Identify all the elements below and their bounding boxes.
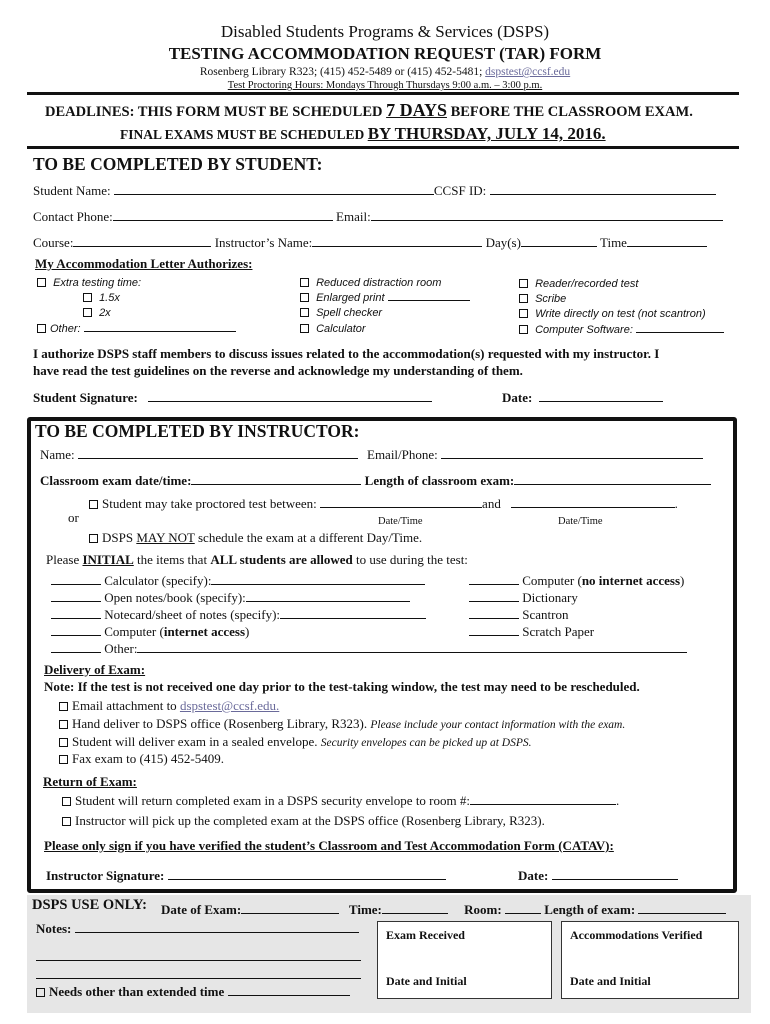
notecard-specify-field[interactable]	[280, 618, 426, 619]
instructor-date-label: Date:	[518, 868, 549, 883]
room-field[interactable]	[505, 913, 541, 914]
computer-label: Computer (	[104, 624, 164, 639]
student-return-option[interactable]: Student will return completed exam in a DSPS security envelope to room #: .	[62, 793, 619, 809]
checkbox-icon[interactable]	[300, 308, 309, 317]
extra-time-label: Extra testing time:	[53, 277, 142, 289]
email-attach-label: Email attachment to	[72, 698, 177, 713]
instructor-pickup-label: Instructor will pick up the completed exam at the DSPS office (Rosenberg Library, R323).	[75, 813, 545, 828]
dictionary-label: Dictionary	[522, 590, 578, 605]
may-not-option[interactable]	[89, 530, 422, 546]
deadline-line2	[120, 124, 606, 144]
date-of-exam-field[interactable]	[241, 913, 339, 914]
checkbox-icon[interactable]	[62, 797, 71, 806]
student-date-field[interactable]	[539, 401, 663, 402]
notecard-item	[51, 607, 426, 623]
length-of-exam-field[interactable]	[638, 913, 726, 914]
initial-bold: ALL students are allowed	[210, 552, 353, 567]
computer-software-label: Computer Software:	[535, 324, 633, 336]
initial-word: INITIAL	[82, 552, 134, 567]
initial-suffix: to use during the test:	[355, 552, 468, 567]
computer-internet-item	[51, 624, 249, 640]
enlarged-print-option[interactable]	[300, 292, 470, 304]
student-deliver-note: Security envelopes can be picked up at DSPS.	[320, 737, 532, 749]
student-deliver-option[interactable]	[59, 734, 532, 750]
open-notes-initial-field[interactable]	[51, 601, 101, 602]
contact-prefix: Rosenberg Library R323; (415) 452-5489 or (415) 452-5481;	[199, 66, 483, 78]
checkbox-icon[interactable]	[59, 755, 68, 764]
exam-length-field[interactable]	[514, 484, 711, 485]
email-phone-field[interactable]	[441, 458, 703, 459]
notecard-initial-field[interactable]	[51, 618, 101, 619]
dictionary-item	[469, 590, 578, 606]
time-field[interactable]	[627, 246, 707, 247]
email-phone-label: Email/Phone:	[367, 447, 438, 462]
extra-time-option[interactable]	[37, 277, 141, 289]
accommodations-verified-label: Accommodations Verified	[570, 928, 703, 942]
deadline-line1	[45, 100, 693, 121]
calculator-initial-field[interactable]	[51, 584, 101, 585]
checkbox-icon[interactable]	[300, 324, 309, 333]
reader-label: Reader/recorded test	[535, 278, 639, 290]
dsps-email-link[interactable]: dspstest@ccsf.edu.	[179, 698, 280, 713]
student-signature-field[interactable]	[148, 401, 432, 402]
calculator-label: Calculator	[316, 323, 366, 335]
delivery-note: Note: If the test is not received one day prior to the test-taking window, the test may need to be rescheduled.	[44, 679, 640, 694]
date-of-exam-label: Date of Exam:	[161, 902, 242, 917]
authorizes-heading: My Accommodation Letter Authorizes:	[35, 256, 253, 271]
exam-length-label: Length of classroom exam:	[364, 473, 515, 488]
student-section-heading: TO BE COMPLETED BY STUDENT:	[33, 154, 323, 174]
proctoring-hours: Test Proctoring Hours: Mondays Through Thursdays 9:00 a.m. – 3:00 p.m.	[227, 80, 543, 91]
dictionary-initial-field[interactable]	[469, 601, 519, 602]
notes-label: Notes:	[36, 921, 72, 936]
checkbox-icon[interactable]	[519, 294, 528, 303]
exam-datetime-row	[40, 473, 711, 489]
room-label: Room:	[464, 902, 502, 917]
may-not-text: MAY NOT	[136, 530, 195, 545]
contact-row	[33, 209, 723, 225]
deadline-days: 7 DAYS	[386, 100, 447, 120]
instructor-signature-label: Instructor Signature:	[46, 868, 165, 883]
checkbox-icon[interactable]	[62, 817, 71, 826]
authorize-text-2: have read the test guidelines on the reverse and acknowledge my understanding of them.	[33, 363, 523, 378]
computer-right-close: )	[680, 573, 685, 588]
enlarged-print-label: Enlarged print	[316, 292, 385, 304]
computer-software-option[interactable]	[519, 324, 724, 336]
checkbox-icon[interactable]	[59, 702, 68, 711]
delivery-heading: Delivery of Exam:	[44, 662, 146, 677]
reduced-distraction-option[interactable]	[300, 277, 441, 289]
return-heading: Return of Exam:	[43, 774, 137, 789]
computer-no-internet-item	[469, 573, 684, 589]
instructor-name-field[interactable]	[312, 246, 482, 247]
instructor-name-label: Instructor’s Name:	[214, 235, 313, 250]
instructor-signature-row	[46, 868, 446, 884]
computer-no-internet-initial-field[interactable]	[469, 584, 519, 585]
open-notes-label: Open notes/book (specify):	[104, 590, 246, 605]
open-notes-item	[51, 590, 410, 606]
datetime-caption-2: Date/Time	[558, 516, 603, 527]
fax-label: Fax exam to (415) 452-5409.	[72, 751, 225, 766]
student-date-row	[502, 390, 663, 406]
checkbox-icon[interactable]	[519, 279, 528, 288]
checkbox-icon[interactable]	[37, 278, 46, 287]
time-1-5x-label: 1.5x	[99, 292, 120, 304]
divider	[27, 92, 739, 95]
scantron-label: Scantron	[522, 607, 569, 622]
student-name-field[interactable]	[114, 194, 434, 195]
course-row	[33, 235, 707, 251]
authorize-text-1: I authorize DSPS staff members to discuss issues related to the accommodation(s) requested with my instructor. I	[33, 346, 660, 361]
scribe-label: Scribe	[535, 293, 567, 305]
may-not-prefix: DSPS	[102, 530, 134, 545]
checkbox-icon[interactable]	[89, 500, 98, 509]
instructor-date-row	[518, 868, 678, 884]
student-name-row	[33, 183, 716, 199]
checkbox-icon[interactable]	[83, 308, 92, 317]
open-notes-specify-field[interactable]	[246, 601, 410, 602]
form-org-title: Disabled Students Programs & Services (DSPS)	[220, 22, 550, 41]
no-internet-label: no internet access	[581, 573, 681, 588]
or-label: or	[68, 510, 79, 525]
days-field[interactable]	[521, 246, 597, 247]
scratch-paper-item	[469, 624, 594, 640]
write-directly-option[interactable]	[519, 308, 706, 320]
scantron-item	[469, 607, 568, 623]
date-initial-label-1: Date and Initial	[386, 974, 467, 988]
hand-deliver-option[interactable]	[59, 716, 625, 732]
exam-datetime-field[interactable]	[191, 484, 361, 485]
calculator-option[interactable]	[300, 323, 366, 335]
scratch-paper-initial-field[interactable]	[469, 635, 519, 636]
deadline-prefix: DEADLINES: THIS FORM MUST BE SCHEDULED	[45, 104, 383, 120]
dsps-exam-row	[161, 902, 726, 918]
dsps-heading: DSPS USE ONLY:	[32, 897, 147, 913]
contact-email-link[interactable]: dspstest@ccsf.edu	[485, 66, 571, 78]
email-attachment-option[interactable]	[59, 698, 279, 714]
needs-other-option[interactable]	[36, 984, 350, 1000]
student-date-label: Date:	[502, 390, 533, 405]
course-field[interactable]	[73, 246, 211, 247]
instructor-section-heading: TO BE COMPLETED BY INSTRUCTOR:	[35, 421, 360, 441]
student-return-label: Student will return completed exam in a DSPS security envelope to room #:	[75, 793, 470, 808]
instructor-date-field[interactable]	[552, 879, 678, 880]
instructor-name-field[interactable]	[78, 458, 358, 459]
internet-access-label: internet access	[163, 624, 246, 639]
reader-option[interactable]	[519, 278, 638, 290]
initial-middle: the items that	[137, 552, 208, 567]
time-label: Time	[599, 235, 627, 250]
student-signature-label: Student Signature:	[33, 390, 138, 405]
scratch-paper-label: Scratch Paper	[522, 624, 595, 639]
time-1-5x-option[interactable]	[83, 292, 120, 304]
other-item	[51, 641, 687, 657]
exam-received-label: Exam Received	[386, 928, 465, 942]
calculator-item	[51, 573, 425, 589]
enlarged-print-field[interactable]	[388, 300, 470, 301]
final-exams-date: BY THURSDAY, JULY 14, 2016.	[367, 124, 606, 143]
dsps-time-field[interactable]	[382, 913, 448, 914]
notes-field-3[interactable]	[36, 978, 361, 979]
other-option[interactable]	[37, 323, 236, 335]
verify-note: Please only sign if you have verified the student’s Classroom and Test Accommodation Form (CATAV):	[44, 838, 614, 853]
notes-row	[36, 921, 359, 937]
student-name-label: Student Name:	[33, 183, 111, 198]
contact-phone-label: Contact Phone:	[33, 209, 113, 224]
ccsf-id-field[interactable]	[490, 194, 716, 195]
instructor-email-row	[367, 447, 703, 463]
proctored-end-field[interactable]	[511, 507, 675, 508]
fax-option[interactable]	[59, 751, 224, 767]
checkbox-icon[interactable]	[59, 720, 68, 729]
needs-other-field[interactable]	[228, 995, 350, 996]
final-exams-prefix: FINAL EXAMS MUST BE SCHEDULED	[120, 127, 365, 142]
date-initial-label-2: Date and Initial	[570, 974, 651, 988]
dsps-time-label: Time:	[348, 902, 382, 917]
computer-right-label: Computer (	[522, 573, 582, 588]
email-label: Email:	[336, 209, 371, 224]
reduced-distraction-label: Reduced distraction room	[316, 277, 442, 289]
contact-info	[0, 66, 770, 78]
needs-other-label: Needs other than extended time	[49, 984, 225, 999]
contact-phone-field[interactable]	[113, 220, 333, 221]
other-initial-field[interactable]	[51, 652, 101, 653]
notecard-label: Notecard/sheet of notes (specify):	[104, 607, 281, 622]
student-deliver-label: Student will deliver exam in a sealed envelope.	[72, 734, 318, 749]
checkbox-icon[interactable]	[519, 309, 528, 318]
other-field[interactable]	[84, 331, 236, 332]
spell-checker-label: Spell checker	[316, 307, 383, 319]
initial-prefix: Please	[46, 552, 80, 567]
deadline-suffix: BEFORE THE CLASSROOM EXAM.	[450, 104, 693, 120]
time-2x-option[interactable]	[83, 307, 111, 319]
and-label: and	[482, 496, 501, 511]
notes-field-2[interactable]	[36, 960, 361, 961]
email-field[interactable]	[371, 220, 723, 221]
ccsf-id-label: CCSF ID:	[433, 183, 487, 198]
length-of-exam-label: Length of exam:	[544, 902, 636, 917]
calculator-specify-field[interactable]	[211, 584, 425, 585]
checkbox-icon[interactable]	[37, 324, 46, 333]
scribe-option[interactable]	[519, 293, 566, 305]
checkbox-icon[interactable]	[59, 738, 68, 747]
proctored-start-field[interactable]	[320, 507, 482, 508]
divider	[27, 146, 739, 149]
datetime-caption-1: Date/Time	[378, 516, 423, 527]
checkbox-icon[interactable]	[89, 534, 98, 543]
hand-deliver-label: Hand deliver to DSPS office (Rosenberg Library, R323).	[72, 716, 368, 731]
checkbox-icon[interactable]	[36, 988, 45, 997]
initial-instructions	[46, 552, 468, 568]
write-directly-label: Write directly on test (not scantron)	[535, 308, 706, 320]
checkbox-icon[interactable]	[300, 278, 309, 287]
exam-datetime-label: Classroom exam date/time:	[40, 473, 192, 488]
notes-field-1[interactable]	[75, 932, 359, 933]
instructor-pickup-option[interactable]	[62, 813, 545, 829]
instructor-signature-field[interactable]	[168, 879, 446, 880]
checkbox-icon[interactable]	[519, 325, 528, 334]
course-label: Course:	[33, 235, 74, 250]
other-specify-field[interactable]	[137, 652, 687, 653]
time-2x-label: 2x	[99, 307, 111, 319]
computer-internet-initial-field[interactable]	[51, 635, 101, 636]
days-label: Day(s)	[485, 235, 521, 250]
room-number-field[interactable]	[470, 804, 616, 805]
student-signature-row	[33, 390, 432, 406]
form-title: TESTING ACCOMMODATION REQUEST (TAR) FORM	[168, 44, 602, 63]
calculator-item-label: Calculator (specify):	[104, 573, 212, 588]
spell-checker-option[interactable]	[300, 307, 382, 319]
checkbox-icon[interactable]	[300, 293, 309, 302]
checkbox-icon[interactable]	[83, 293, 92, 302]
computer-software-field[interactable]	[636, 332, 724, 333]
proctored-option[interactable]: Student may take proctored test between: and .	[89, 496, 678, 512]
instructor-name-row	[40, 447, 358, 463]
hand-deliver-note: Please include your contact information with the exam.	[370, 719, 626, 731]
other-label: Other:	[50, 323, 81, 335]
computer-close: )	[245, 624, 250, 639]
proctored-label: Student may take proctored test between:	[102, 496, 317, 511]
instructor-name-label: Name:	[40, 447, 75, 462]
may-not-suffix: schedule the exam at a different Day/Time.	[197, 530, 423, 545]
other-item-label: Other:	[104, 641, 138, 656]
scantron-initial-field[interactable]	[469, 618, 519, 619]
